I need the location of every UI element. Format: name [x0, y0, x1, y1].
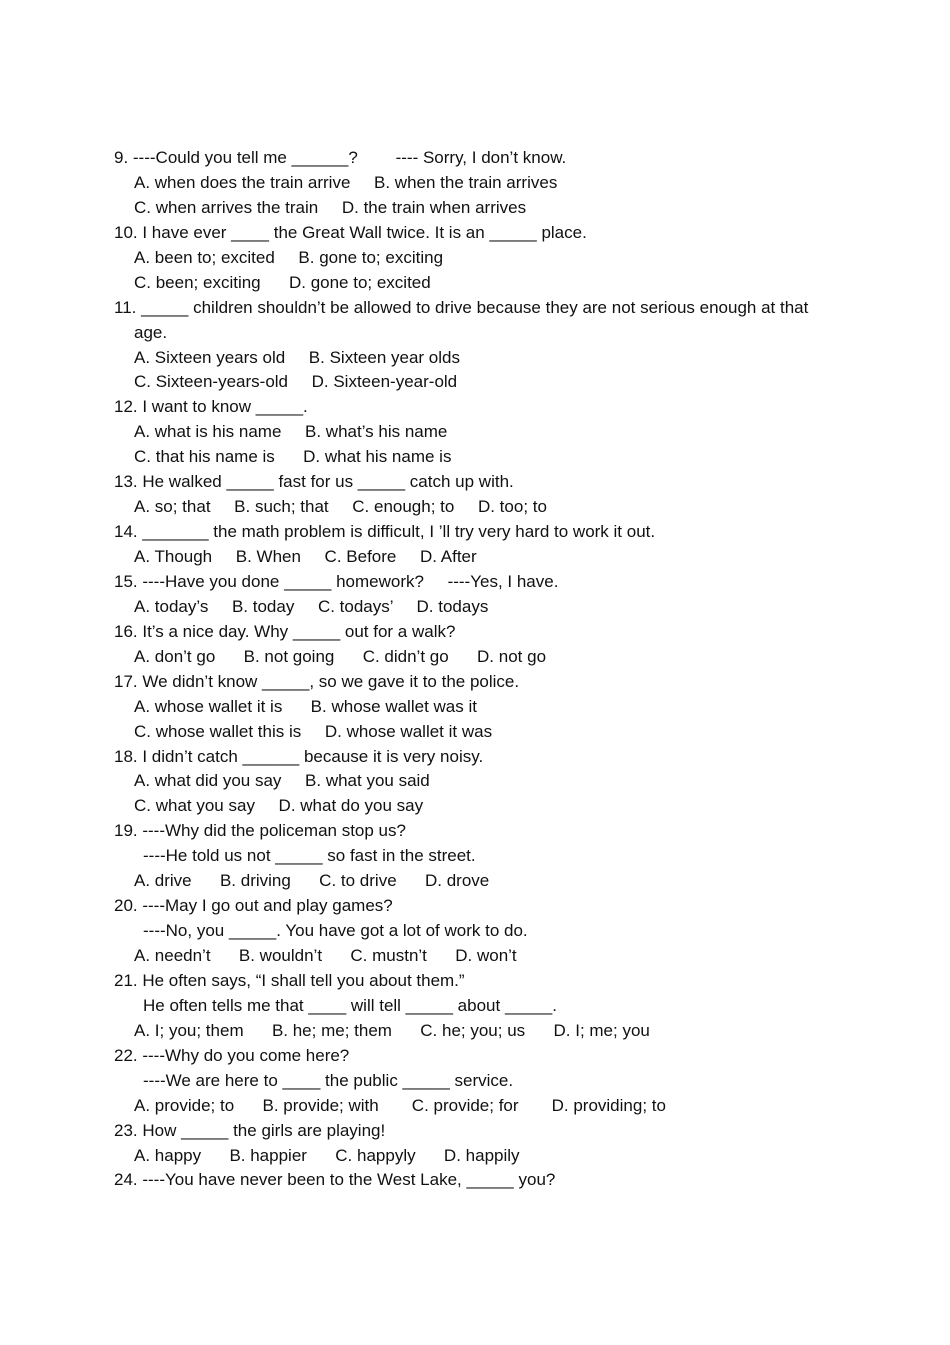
question-9-stem: 9. ----Could you tell me ______? ---- Sorry, I don’t know. — [114, 148, 567, 167]
question-15-stem: 15. ----Have you done _____ homework? ----Yes, I have. — [114, 571, 559, 591]
question-11-options-ab: A. Sixteen years old B. Sixteen year olds — [134, 347, 460, 367]
question-22-reply: ----We are here to ____ the public _____ service. — [143, 1070, 514, 1090]
question-12-options-ab: A. what is his name B. what’s his name — [134, 422, 448, 442]
question-20-stem: 20. ----May I go out and play games? — [114, 896, 393, 916]
question-19-options: A. drive B. driving C. to drive D. drove — [134, 871, 490, 891]
question-18-options-cd: C. what you say D. what do you say — [134, 796, 424, 816]
question-15-options: A. today’s B. today C. todays’ D. todays — [134, 596, 489, 616]
question-17-stem: 17. We didn’t know _____, so we gave it to the police. — [114, 671, 520, 691]
question-17-options-ab: A. whose wallet it is B. whose wallet was it — [134, 696, 477, 716]
question-23-options: A. happy B. happier C. happyly D. happily — [134, 1145, 520, 1165]
question-21-options: A. I; you; them B. he; me; them C. he; you; us D. I; me; you — [134, 1020, 650, 1040]
question-16-stem: 16. It’s a nice day. Why _____ out for a walk? — [114, 621, 456, 641]
question-24-stem: 24. ----You have never been to the West Lake, _____ you? — [114, 1170, 556, 1190]
question-11-options-cd: C. Sixteen-years-old D. Sixteen-year-old — [134, 372, 458, 392]
question-20-reply: ----No, you _____. You have got a lot of work to do. — [143, 921, 528, 941]
question-22-options: A. provide; to B. provide; with C. provide; for D. providing; to — [134, 1095, 666, 1115]
question-23-stem: 23. How _____ the girls are playing! — [114, 1120, 386, 1140]
question-16-options: A. don’t go B. not going C. didn’t go D. not go — [134, 646, 547, 666]
question-12-options-cd: C. that his name is D. what his name is — [134, 447, 452, 467]
question-19-stem: 19. ----Why did the policeman stop us? — [114, 821, 406, 841]
question-13-options: A. so; that B. such; that C. enough; to D. too; to — [134, 497, 547, 517]
question-11-stem-continued: age. — [134, 322, 168, 342]
question-17-options-cd: C. whose wallet this is D. whose wallet it was — [134, 721, 493, 741]
question-10-options-ab: A. been to; excited B. gone to; exciting — [134, 247, 444, 267]
question-21-reported: He often tells me that ____ will tell _____ about _____. — [143, 995, 557, 1015]
question-list — [114, 146, 854, 1193]
question-13-stem: 13. He walked _____ fast for us _____ catch up with. — [114, 472, 514, 492]
question-9-options-ab: A. when does the train arrive B. when the train arrives — [134, 172, 558, 192]
question-18-stem: 18. I didn’t catch ______ because it is very noisy. — [114, 746, 484, 766]
question-20-options: A. needn’t B. wouldn’t C. mustn’t D. won’t — [134, 946, 517, 965]
question-22-stem: 22. ----Why do you come here? — [114, 1045, 350, 1065]
question-21-stem: 21. He often says, “I shall tell you about them.” — [114, 970, 465, 990]
question-10-options-cd: C. been; exciting D. gone to; excited — [134, 272, 431, 292]
question-9-options-cd: C. when arrives the train D. the train when arrives — [134, 197, 527, 217]
question-10-stem: 10. I have ever ____ the Great Wall twice. It is an _____ place. — [114, 222, 587, 242]
question-19-reply: ----He told us not _____ so fast in the street. — [143, 846, 476, 866]
question-12-stem: 12. I want to know _____. — [114, 397, 308, 417]
question-18-options-ab: A. what did you say B. what you said — [134, 771, 430, 791]
question-14-options: A. Though B. When C. Before D. After — [134, 547, 477, 566]
question-14-stem: 14. _______ the math problem is difficult, I ’ll try very hard to work it out. — [114, 522, 656, 542]
question-11-stem: 11. _____ children shouldn’t be allowed to drive because they are not serious enough at that — [114, 297, 809, 317]
